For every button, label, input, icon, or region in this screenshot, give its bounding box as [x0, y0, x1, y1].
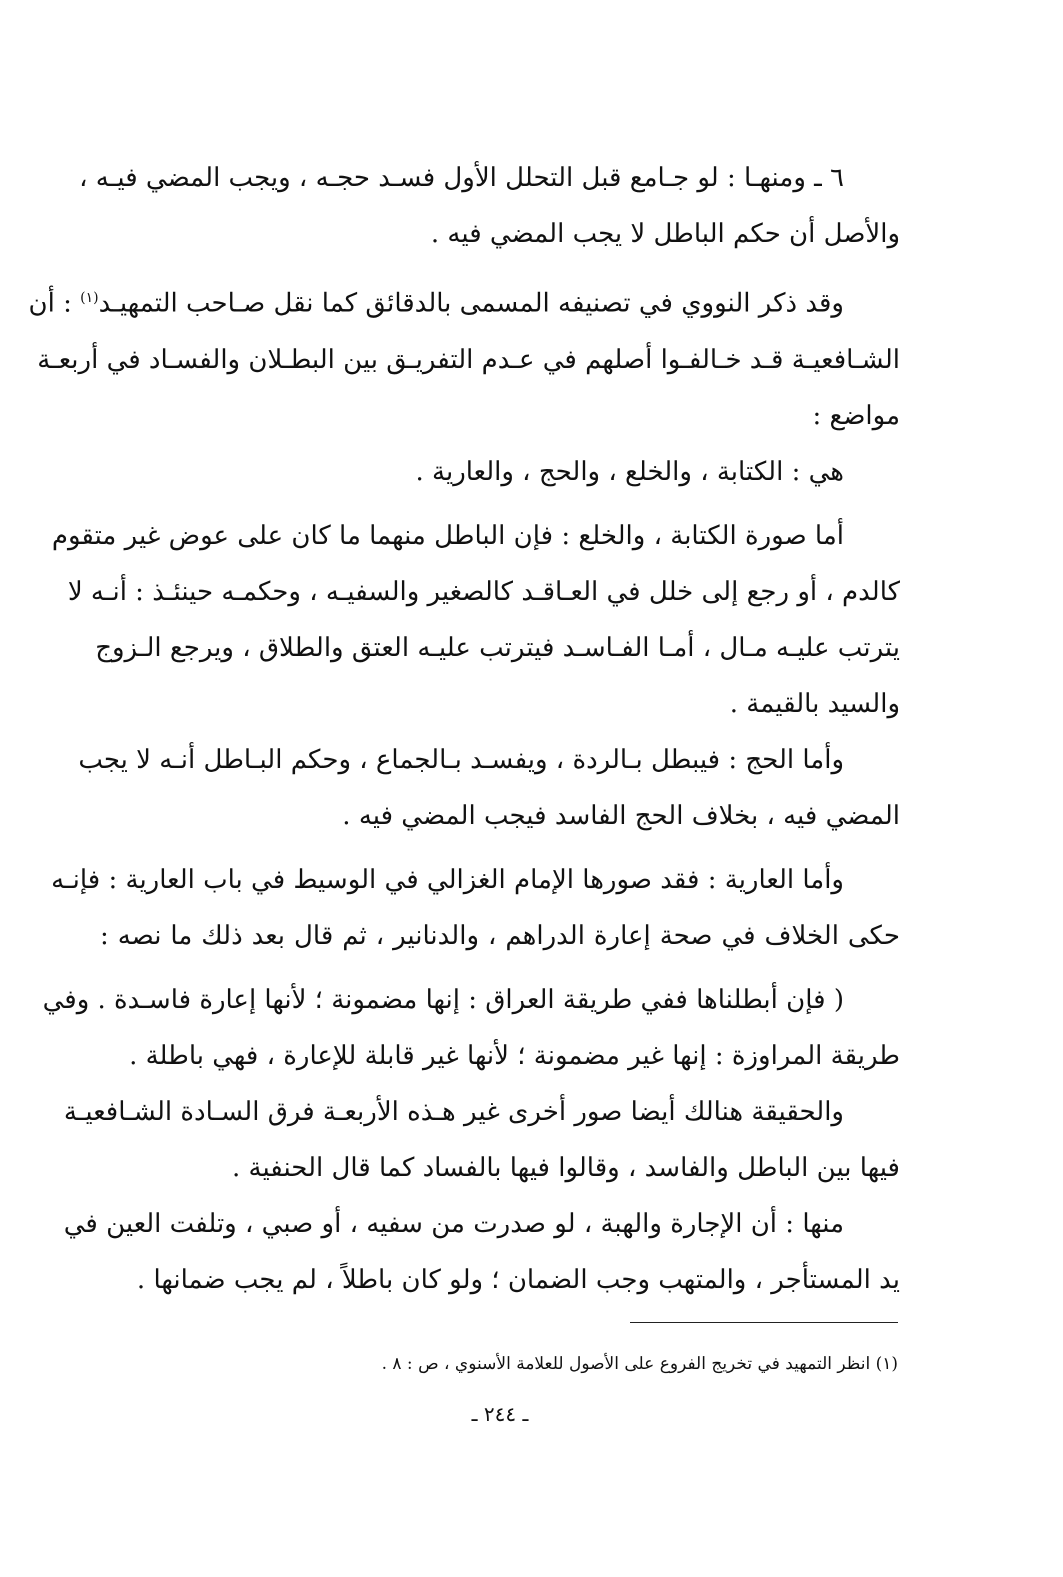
text-line: يترتب عليـه مـال ، أمـا الفـاسـد فيترتب عليـه العتق والطلاق ، ويرجع الـزوج	[95, 632, 900, 663]
text-line: طريقة المراوزة : إنها غير مضمونة ؛ لأنها غير قابلة للإعارة ، فهي باطلة .	[129, 1040, 900, 1071]
text-line: حكى الخلاف في صحة إعارة الدراهم ، والدنانير ، ثم قال بعد ذلك ما نصه :	[100, 920, 900, 951]
text-line: أما صورة الكتابة ، والخلع : فإن الباطل منهما ما كان على عوض غير متقوم	[51, 520, 844, 551]
text-line: ٦ ـ ومنهـا : لو جـامع قبل التحلل الأول فسـد حجـه ، ويجب المضي فيـه ،	[79, 163, 844, 193]
paragraph	[51, 852, 900, 964]
paragraph	[79, 150, 900, 262]
text-line: هي : الكتابة ، والخلع ، والحج ، والعارية .	[415, 456, 844, 487]
text-line: والسيد بالقيمة .	[729, 688, 900, 719]
text-line: فيها بين الباطل والفاسد ، وقالوا فيها بالفساد كما قال الحنفية .	[231, 1152, 900, 1183]
paragraph	[28, 270, 900, 500]
text-line: كالدم ، أو رجع إلى خلل في العـاقـد كالصغير والسفيـه ، وحكمـه حينئـذ : أنـه لا	[67, 576, 900, 607]
text-line-tail: : أن	[28, 288, 81, 319]
paragraph	[63, 1196, 900, 1308]
footnote: (١) انظر التمهيد في تخريج الفروع على الأصول للعلامة الأسنوي ، ص : ٨ .	[381, 1354, 898, 1374]
text-line-body: وقد ذكر النووي في تصنيفه المسمى بالدقائق كما نقل صـاحب التمهيـد	[98, 288, 844, 319]
page-number: ـ ٢٤٤ ـ	[471, 1402, 529, 1426]
paragraph	[63, 1084, 900, 1196]
footnote-divider	[630, 1322, 898, 1323]
text-line: ( فإن أبطلناها ففي طريقة العراق : إنها مضمونة ؛ لأنها إعارة فاسـدة . وفي	[42, 984, 844, 1015]
text-line: والحقيقة هنالك أيضا صور أخرى غير هـذه الأربعـة فرق السـادة الشـافعيـة	[63, 1096, 844, 1127]
text-line: يد المستأجر ، والمتهب وجب الضمان ؛ ولو كان باطلاً ، لم يجب ضمانها .	[136, 1264, 900, 1295]
paragraph	[42, 972, 900, 1084]
text-line: منها : أن الإجارة والهبة ، لو صدرت من سفيه ، أو صبي ، وتلفت العين في	[63, 1208, 844, 1239]
text-line: الشـافعيـة قـد خـالفـوا أصلهم في عـدم التفريـق بين البطـلان والفسـاد في أربعـة	[37, 344, 900, 375]
text-line: وأما العارية : فقد صورها الإمام الغزالي في الوسيط في باب العارية : فإنـه	[51, 864, 844, 895]
text-line: وأما الحج : فيبطل بـالردة ، ويفسـد بـالجماع ، وحكم البـاطل أنـه لا يجب	[78, 744, 844, 775]
text-line	[28, 270, 900, 332]
text-line: المضي فيه ، بخلاف الحج الفاسد فيجب المضي فيه .	[342, 800, 900, 831]
paragraph	[78, 732, 900, 844]
paragraph	[51, 508, 900, 732]
text-line: مواضع :	[812, 400, 900, 431]
text-line: والأصل أن حكم الباطل لا يجب المضي فيه .	[430, 219, 900, 249]
page-body	[28, 150, 900, 1308]
footnote-marker[interactable]: (١)	[80, 290, 99, 306]
